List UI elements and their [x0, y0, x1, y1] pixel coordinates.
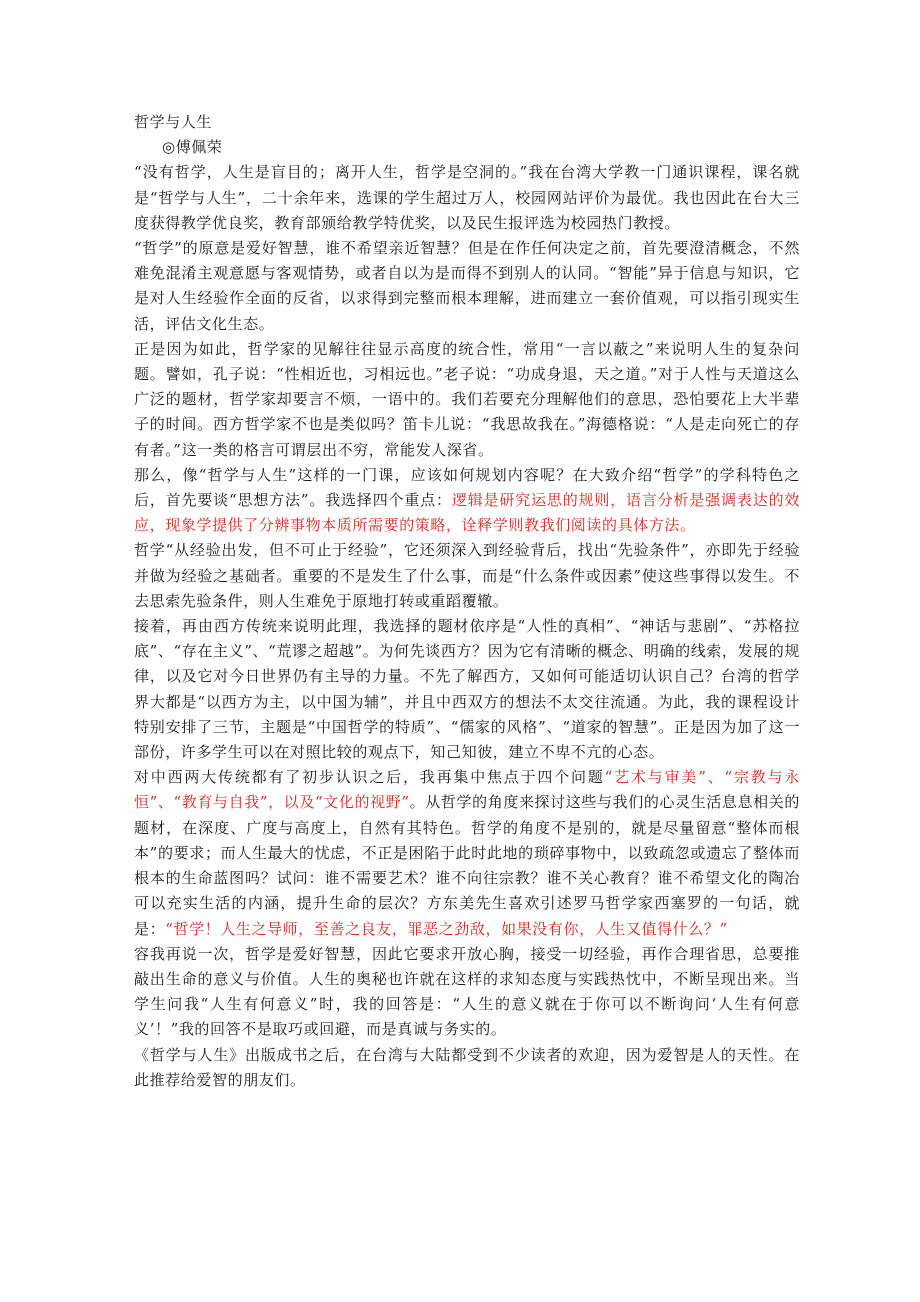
paragraph-text: “哲学”的原意是爱好智慧，谁不希望亲近智慧？但是在作任何决定之前，首先要澄清概念，不然难免混淆主观意愿与客观情势，或者自以为是而得不到别人的认同。“智能”异于信息与知识，它是对人生经验作全面的反省，以求得到完整而根本理解，进而建立一套价值观，可以指引现实生活，评估文化生态。	[134, 239, 800, 333]
paragraph	[134, 236, 800, 337]
paragraph	[134, 614, 800, 765]
highlighted-text: “艺术与审美”、“宗教与永恒”、“教育与自我”，以及“文化的视野”	[134, 768, 800, 812]
paragraph	[134, 538, 800, 614]
paragraph-text: “没有哲学，人生是盲目的；离开人生，哲学是空洞的。”我在台湾大学教一门通识课程，课名就是“哲学与人生”，二十余年来，选课的学生超过万人，校园网站评价为最优。我也因此在台大三度获得教学优良奖，教育部颁给教学特优奖，以及民生报评选为校园热门教授。	[134, 163, 800, 232]
paragraph-text: 正是因为如此，哲学家的见解往往显示高度的统合性，常用“一言以蔽之”来说明人生的复杂问题。譬如，孔子说：“性相近也，习相远也。”老子说：“功成身退，天之道。”对于人性与天道这么广泛的题材，哲学家却要言不烦，一语中的。我们若要充分理解他们的意思，恐怕要花上大半辈子的时间。西方哲学家不也是类似吗？笛卡儿说：“我思故我在。”海德格说：“人是走向死亡的存有者。”这一类的格言可谓层出不穷，常能发人深省。	[134, 339, 800, 459]
highlighted-text: “哲学！人生之导师，至善之良友，罪恶之劲敌，如果没有你，人生又值得什么？”	[165, 919, 728, 938]
document-body	[134, 110, 800, 1093]
paragraph	[134, 765, 800, 941]
paragraph	[134, 1043, 800, 1093]
paragraph-text: 《哲学与人生》出版成书之后，在台湾与大陆都受到不少读者的欢迎，因为爱智是人的天性。在此推荐给爱智的朋友们。	[134, 1045, 800, 1089]
paragraph-text: 那么，像“哲学与人生”这样的一门课，应该如何规划内容呢？在大致介绍“哲学”的学科特色之后，首先要谈“思想方法”。我选择四个重点：	[134, 465, 800, 510]
paragraph	[134, 160, 800, 236]
paragraph	[134, 337, 800, 463]
highlighted-text: 逻辑是研究运思的规则，语言分析是强调表达的效应，现象学提供了分辨事物本质所需要的策略，诠释学则教我们阅读的具体方法。	[134, 491, 800, 535]
paragraph-text: 容我再说一次，哲学是爱好智慧，因此它要求开放心胸，接受一切经验，再作合理省思，总要推敲出生命的意义与价值。人生的奥秘也许就在这样的求知态度与实践热忱中，不断呈现出来。当学生问我“人生有何意义”时，我的回答是：“人生的意义就在于你可以不断询问‘人生有何意义’！”我的回答不是取巧或回避，而是真诚与务实的。	[134, 944, 800, 1039]
paragraph-text: 接着，再由西方传统来说明此理，我选择的题材依序是“人性的真相”、“神话与悲剧”、“苏格拉底”、“存在主义”、“荒谬之超越”。为何先谈西方？因为它有清晰的概念、明确的线索，发展的规律，以及它对今日世界仍有主导的力量。不先了解西方，又如何可能适切认识自己？台湾的哲学界大都是“以西方为主，以中国为辅”，并且中西双方的想法不太交往流通。为此，我的课程设计特别安排了三节，主题是“中国哲学的特质”、“儒家的风格”、“道家的智慧”。正是因为加了这一部份，许多学生可以在对照比较的观点下，知己知彼，建立不卑不亢的心态。	[134, 617, 800, 762]
paragraph-text: 对中西两大传统都有了初步认识之后，我再集中焦点于四个问题	[134, 768, 605, 787]
paragraph	[134, 942, 800, 1043]
author-byline: ◎傅佩荣	[162, 138, 223, 157]
paragraph-list	[134, 160, 800, 1093]
paragraph	[134, 463, 800, 539]
paragraph-text: 哲学“从经验出发，但不可止于经验”，它还须深入到经验背后，找出“先验条件”，亦即先于经验并做为经验之基础者。重要的不是发生了什么事，而是“什么条件或因素”使这些事得以发生。不去思索先验条件，则人生难免于原地打转或重蹈覆辙。	[134, 541, 800, 610]
paragraph-text: 。从哲学的角度来探讨这些与我们的心灵生活息息相关的题材，在深度、广度与高度上，自然有其特色。哲学的角度不是别的，就是尽量留意“整体而根本”的要求；而人生最大的忧虑，不正是困陷于此时此地的琐碎事物中，以致疏忽或遗忘了整体而根本的生命蓝图吗？试问：谁不需要艺术？谁不向往宗教？谁不关心教育？谁不希望文化的陶冶可以充实生活的内涵，提升生命的层次？方东美先生喜欢引述罗马哲学家西塞罗的一句话，就是：	[134, 793, 800, 938]
document-title: 哲学与人生	[134, 113, 213, 131]
